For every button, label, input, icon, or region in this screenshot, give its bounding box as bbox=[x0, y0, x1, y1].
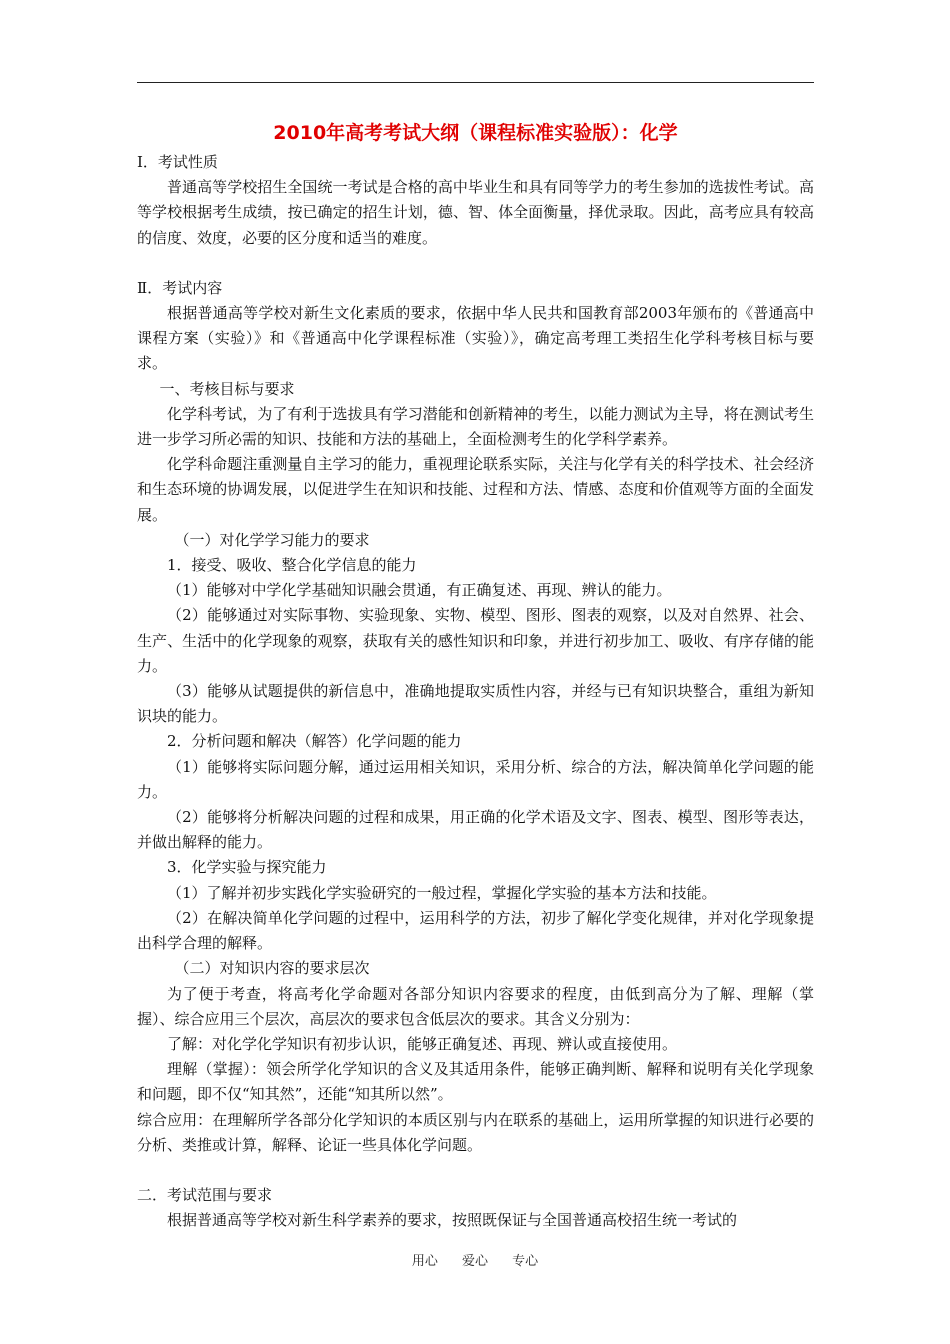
ability-heading: 3．化学实验与探究能力 bbox=[167, 858, 327, 877]
paragraph: 化学科考试，为了有利于选拔具有学习潜能和创新精神的考生，以能力测试为主导，将在测试考生进一步学习所必需的知识、技能和方法的基础上，全面检测考生的化学科学素养。 bbox=[137, 404, 814, 449]
ability-heading: 1．接受、吸收、整合化学信息的能力 bbox=[167, 556, 417, 575]
part-heading: （二）对知识内容的要求层次 bbox=[174, 959, 370, 978]
list-item: （1）了解并初步实践化学实验研究的一般过程，掌握化学实验的基本方法和技能。 bbox=[167, 883, 717, 902]
list-item: （3）能够从试题提供的新信息中，准确地提取实质性内容，并经与已有知识块整合，重组为新知识块的能力。 bbox=[137, 682, 814, 726]
ability-heading: 2．分析问题和解决（解答）化学问题的能力 bbox=[167, 732, 462, 751]
section-heading-3: 二．考试范围与要求 bbox=[137, 1185, 273, 1204]
list-item: （2）能够将分析解决问题的过程和成果，用正确的化学术语及文字、图表、模型、图形等表达，并做出解释的能力。 bbox=[137, 808, 814, 852]
paragraph: 根据普通高等学校对新生科学素养的要求，按照既保证与全国普通高校招生统一考试的 bbox=[167, 1211, 738, 1230]
header-rule bbox=[137, 82, 814, 83]
list-item: （1）能够将实际问题分解，通过运用相关知识，采用分析、综合的方法，解决简单化学问题的能力。 bbox=[137, 757, 814, 801]
document-body bbox=[137, 120, 814, 1233]
part-heading: （一）对化学学习能力的要求 bbox=[174, 530, 370, 549]
level-definition: 理解（掌握）：领会所学化学知识的含义及其适用条件，能够正确判断、解释和说明有关化学现象和问题，即不仅“知其然”，还能“知其所以然”。 bbox=[137, 1060, 814, 1104]
footer-text: 爱心 bbox=[461, 1254, 488, 1269]
document-title: 2010年高考考试大纲（课程标准实验版）：化学 bbox=[273, 122, 678, 144]
level-definition: 综合应用：在理解所学各部分化学知识的本质区别与内在联系的基础上，运用所掌握的知识进行必要的分析、类推或计算，解释、论证一些具体化学问题。 bbox=[137, 1110, 814, 1154]
list-item: （2）在解决简单化学问题的过程中，运用科学的方法，初步了解化学变化规律，并对化学现象提出科学合理的解释。 bbox=[137, 908, 814, 953]
paragraph: 化学科命题注重测量自主学习的能力，重视理论联系实际，关注与化学有关的科学技术、社会经济和生态环境的协调发展，以促进学生在知识和技能、过程和方法、情感、态度和价值观等方面的全面发展。 bbox=[137, 455, 814, 524]
paragraph: 根据普通高等学校对新生文化素质的要求，依据中华人民共和国教育部2003年颁布的《普通高中课程方案（实验）》和《普通高中化学课程标准（实验）》，确定高考理工类招生化学科考核目标与要求。 bbox=[137, 304, 814, 373]
section-heading-2: Ⅱ．考试内容 bbox=[137, 278, 223, 297]
list-item: （1）能够对中学化学基础知识融会贯通，有正确复述、再现、辨认的能力。 bbox=[167, 581, 672, 600]
page-footer bbox=[0, 1250, 950, 1269]
list-item: （2）能够通过对实际事物、实验现象、实物、模型、图形、图表的观察，以及对自然界、社会、生产、生活中的化学现象的观察，获取有关的感性知识和印象，并进行初步加工、吸收、有序存储的能力。 bbox=[137, 606, 814, 675]
paragraph: 为了便于考查，将高考化学命题对各部分知识内容要求的程度，由低到高分为了解、理解（掌握）、综合应用三个层次，高层次的要求包含低层次的要求。其含义分别为： bbox=[137, 984, 814, 1028]
footer-text: 专心 bbox=[512, 1254, 539, 1269]
section-heading-1: Ⅰ．考试性质 bbox=[137, 153, 218, 171]
level-definition: 了解：对化学化学知识有初步认识，能够正确复述、再现、辨认或直接使用。 bbox=[167, 1034, 678, 1053]
subsection-heading: 一、考核目标与要求 bbox=[159, 379, 295, 398]
footer-text: 用心 bbox=[411, 1254, 438, 1269]
paragraph: 普通高等学校招生全国统一考试是合格的高中毕业生和具有同等学力的考生参加的选拔性考试。高等学校根据考生成绩，按已确定的招生计划，德、智、体全面衡量，择优录取。因此，高考应具有较高的信度、效度，必要的区分度和适当的难度。 bbox=[137, 178, 814, 247]
